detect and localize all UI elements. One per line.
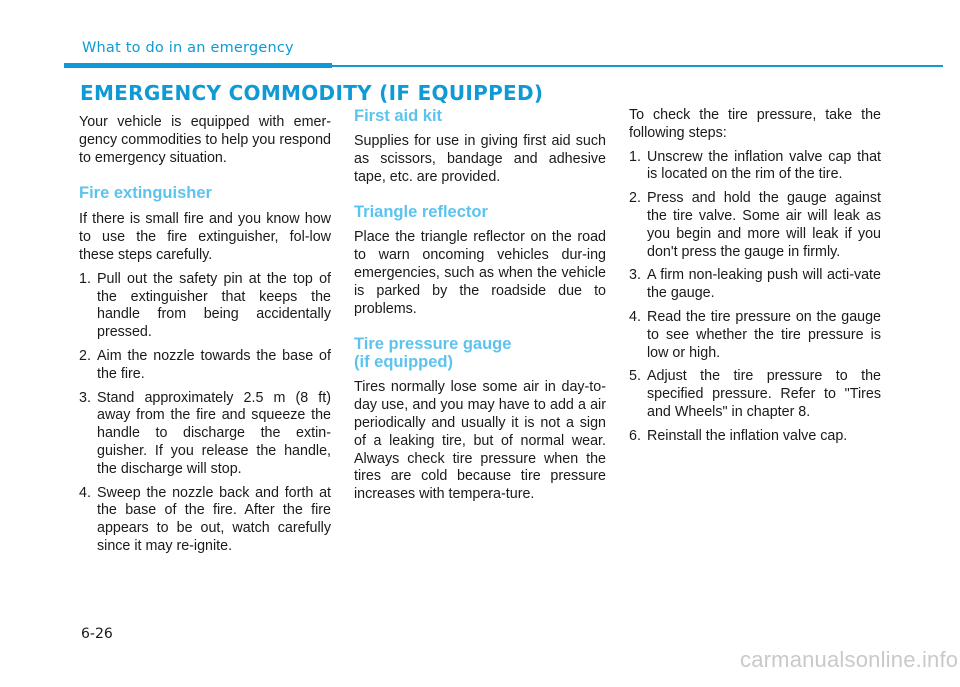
fire-extinguisher-intro: If there is small fire and you know how to use the fire extinguisher, fol-low these steps carefully.	[79, 211, 331, 263]
step-number: 3.	[629, 267, 641, 284]
step-number: 4.	[629, 308, 641, 325]
tire-check-intro: To check the tire pressure, take the following steps:	[629, 107, 881, 141]
tire-gauge-heading-line1: Tire pressure gauge	[354, 335, 512, 354]
column-right	[629, 107, 881, 446]
step-text: Press and hold the gauge against the tire valve. Some air will leak as you begin and more will leak if you don't press the gauge in firmly.	[647, 190, 881, 260]
fire-extinguisher-heading: Fire extinguisher	[79, 184, 212, 203]
list-item	[79, 390, 331, 479]
step-text: Reinstall the inflation valve cap.	[647, 427, 848, 444]
step-text: A firm non-leaking push will acti-vate the gauge.	[647, 267, 881, 302]
main-heading: EMERGENCY COMMODITY (IF EQUIPPED)	[80, 81, 544, 105]
step-number: 1.	[79, 270, 91, 287]
fire-extinguisher-steps	[79, 271, 331, 556]
watermark: carmanualsonline.info	[740, 647, 959, 672]
step-text: Aim the nozzle towards the base of the fire.	[97, 347, 331, 382]
step-text: Stand approximately 2.5 m (8 ft) away from the fire and squeeze the handle to discharge the extin-guisher. If you release the handle, the discharge will stop.	[97, 389, 331, 477]
header-rule-thick	[64, 63, 332, 68]
section-title: What to do in an emergency	[82, 40, 294, 56]
step-number: 3.	[79, 389, 91, 406]
list-item	[629, 428, 881, 446]
first-aid-heading: First aid kit	[354, 107, 443, 125]
tire-gauge-heading	[354, 335, 606, 371]
list-item	[629, 190, 881, 261]
triangle-reflector-text: Place the triangle reflector on the road to warn oncoming vehicles dur-ing emergencies, such as when the vehicle is parked by the roadside due to problems.	[354, 229, 606, 317]
step-number: 5.	[629, 368, 641, 385]
header-rule-thin	[332, 65, 943, 67]
step-number: 4.	[79, 484, 91, 501]
step-text: Read the tire pressure on the gauge to see whether the tire pressure is low or high.	[647, 308, 881, 361]
step-text: Adjust the tire pressure to the specified pressure. Refer to "Tires and Wheels" in chapter 8.	[647, 368, 881, 420]
step-number: 1.	[629, 148, 641, 165]
triangle-reflector-heading: Triangle reflector	[354, 203, 488, 222]
list-item	[629, 368, 881, 421]
column-middle	[354, 107, 606, 504]
list-item	[79, 271, 331, 342]
step-number: 2.	[629, 190, 641, 207]
first-aid-text: Supplies for use in giving first aid such as scissors, bandage and adhesive tape, etc. are provided.	[354, 133, 606, 185]
list-item	[629, 309, 881, 362]
step-text: Sweep the nozzle back and forth at the base of the fire. After the fire appears to be out, watch carefully since it may re-ignite.	[97, 484, 331, 554]
list-item	[79, 485, 331, 556]
step-number: 6.	[629, 427, 641, 444]
list-item	[629, 267, 881, 303]
step-text: Pull out the safety pin at the top of the extinguisher that keeps the handle from being accidentally pressed.	[97, 270, 331, 341]
column-left	[79, 114, 331, 556]
list-item	[79, 348, 331, 384]
list-item	[629, 149, 881, 185]
intro-paragraph: Your vehicle is equipped with emer-gency commodities to help you respond to emergency situation.	[79, 114, 331, 166]
step-number: 2.	[79, 347, 91, 364]
tire-gauge-text: Tires normally lose some air in day-to-day use, and you may have to add a air periodically and usually it is not a sign of a leaking tire, but of normal wear. Always check tire pressure when the tires are cold because tire pressure increases with tempera-ture.	[354, 379, 606, 503]
step-text: Unscrew the inflation valve cap that is located on the rim of the tire.	[647, 148, 881, 183]
tire-check-steps	[629, 149, 881, 446]
tire-gauge-heading-line2: (if equipped)	[354, 353, 453, 372]
page-number: 6-26	[81, 626, 113, 642]
